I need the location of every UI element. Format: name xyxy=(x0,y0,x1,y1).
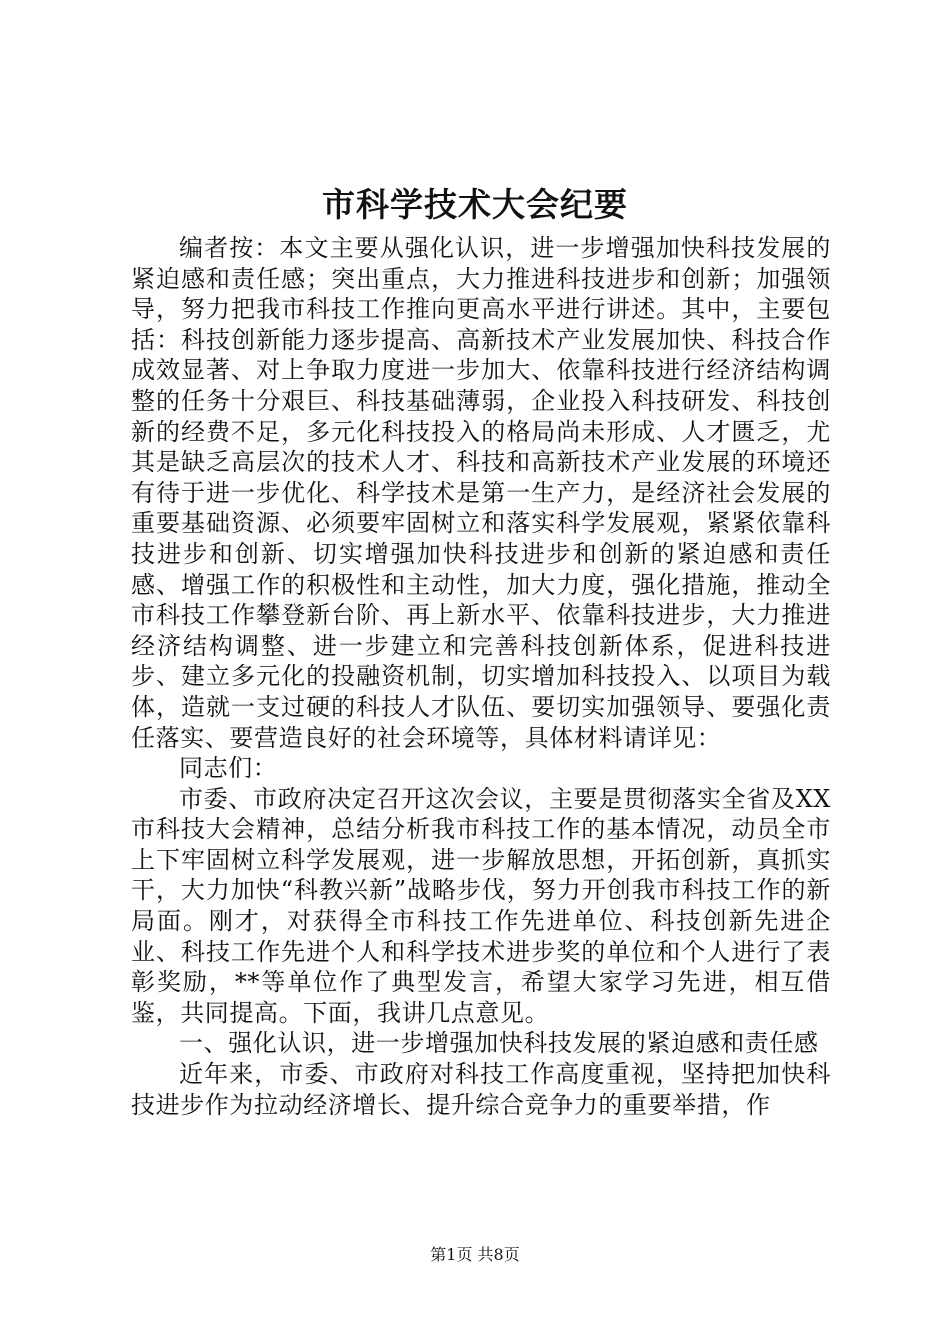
intro-paragraph: 市委、市政府决定召开这次会议，主要是贯彻落实全省及XX市科技大会精神，总结分析我市科技工作的基本情况，动员全市上下牢固树立科学发展观，进一步解放思想，开拓创新，真抓实干，大力加快“科教兴新”战略步伐，努力开创我市科技工作的新局面。刚才，对获得全市科技工作先进单位、科技创新先进企业、科技工作先进个人和科学技术进步奖的单位和个人进行了表彰奖励，**等单位作了典型发言，希望大家学习先进，相互借鉴，共同提高。下面，我讲几点意见。 xyxy=(131,784,831,1027)
document-title: 市科学技术大会纪要 xyxy=(322,185,628,224)
page-footer: 第1页 共8页 xyxy=(430,1245,520,1264)
salutation-paragraph: 同志们： xyxy=(179,754,278,783)
editor-note-paragraph: 编者按：本文主要从强化认识，进一步增强加快科技发展的紧迫感和责任感；突出重点，大力推进科技进步和创新；加强领导，努力把我市科技工作推向更高水平进行讲述。其中，主要包括：科技创新能力逐步提高、高新技术产业发展加快、科技合作成效显著、对上争取力度进一步加大、依靠科技进行经济结构调整的任务十分艰巨、科技基础薄弱，企业投入科技研发、科技创新的经费不足，多元化科技投入的格局尚未形成、人才匮乏，尤其是缺乏高层次的技术人才、科技和高新技术产业发展的环境还有待于进一步优化、科学技术是第一生产力，是经济社会发展的重要基础资源、必须要牢固树立和落实科学发展观，紧紧依靠科技进步和创新、切实增强加快科技进步和创新的紧迫感和责任感、增强工作的积极性和主动性，加大力度，强化措施，推动全市科技工作攀登新台阶、再上新水平、依靠科技进步，大力推进经济结构调整、进一步建立和完善科技创新体系，促进科技进步、建立多元化的投融资机制，切实增加科技投入、以项目为载体，造就一支过硬的科技人才队伍、要切实加强领导、要强化责任落实、要营造良好的社会环境等，具体材料请详见： xyxy=(131,234,831,752)
document-body xyxy=(131,233,831,1120)
section-heading: 一、强化认识，进一步增强加快科技发展的紧迫感和责任感 xyxy=(179,1029,819,1058)
section-paragraph: 近年来，市委、市政府对科技工作高度重视，坚持把加快科技进步作为拉动经济增长、提升综合竞争力的重要举措，作 xyxy=(131,1060,831,1119)
